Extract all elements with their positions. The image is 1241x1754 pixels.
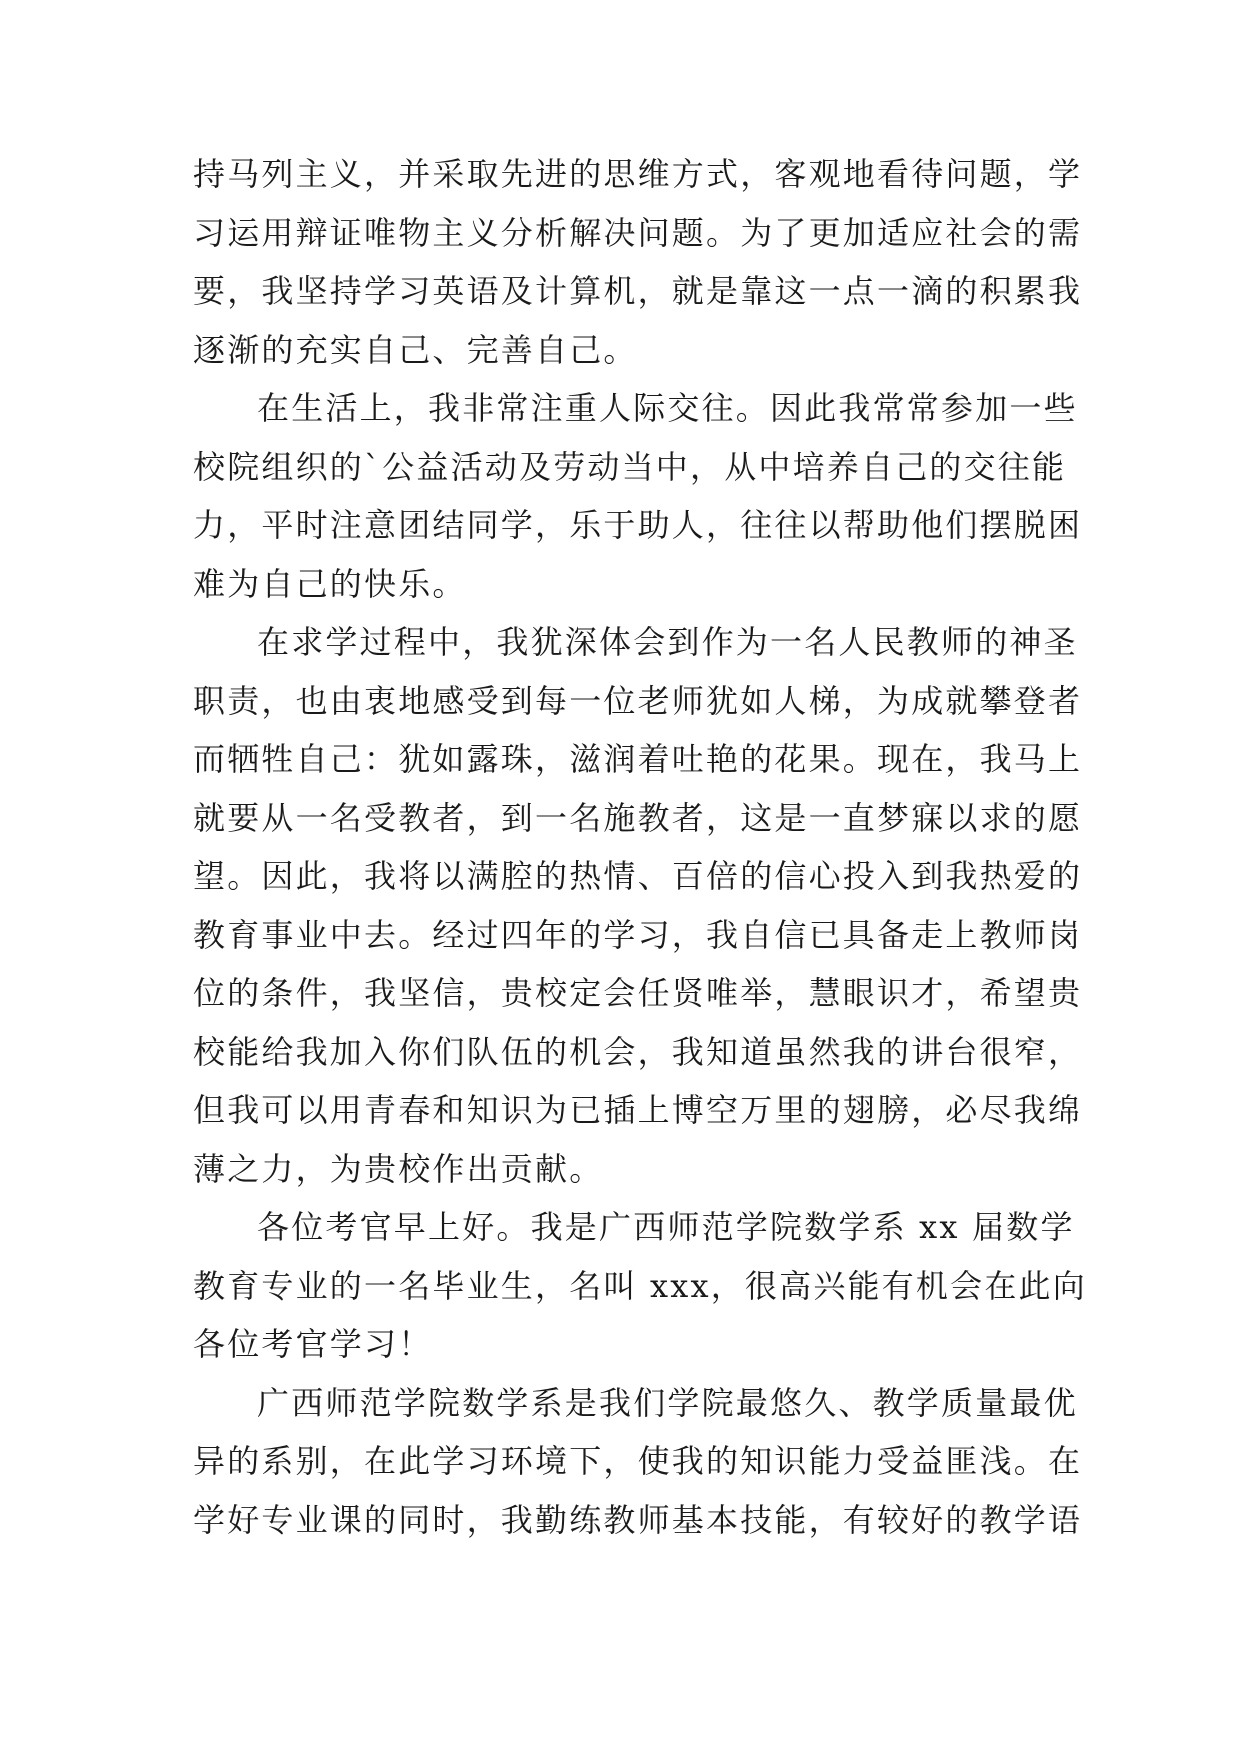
paragraph-line: 校能给我加入你们队伍的机会，我知道虽然我的讲台很窄， [193, 1032, 1083, 1071]
paragraph-line: 教育事业中去。经过四年的学习，我自信已具备走上教师岗 [193, 915, 1083, 954]
paragraph-2 [193, 379, 1083, 613]
paragraph-first-line: 在生活上，我非常注重人际交往。因此我常常参加一些 [257, 389, 1078, 427]
paragraph-line: 异的系别，在此学习环境下，使我的知识能力受益匪浅。在 [193, 1442, 1083, 1480]
paragraph-line: 逐渐的充实自己、完善自己。 [193, 330, 638, 369]
paragraph-line: 就要从一名受教者，到一名施教者，这是一直梦寐以求的愿 [193, 798, 1083, 837]
paragraph-line: 要，我坚持学习英语及计算机，就是靠这一点一滴的积累我 [193, 272, 1083, 310]
paragraph-line: 位的条件，我坚信，贵校定会任贤唯举，慧眼识才，希望贵 [193, 974, 1083, 1012]
paragraph-line: 力，平时注意团结同学，乐于助人，往往以帮助他们摆脱困 [193, 506, 1083, 544]
paragraph-line: 学好专业课的同时，我勤练教师基本技能，有较好的教学语 [193, 1500, 1083, 1539]
paragraph-first-line: 各位考官早上好。我是广西师范学院数学系 xx 届数学 [257, 1208, 1075, 1246]
paragraph-line: 职责，也由衷地感受到每一位老师犹如人梯，为成就攀登者 [193, 681, 1083, 720]
paragraph-line: 望。因此，我将以满腔的热情、百倍的信心投入到我热爱的 [193, 857, 1083, 895]
paragraph-3 [193, 613, 1083, 1198]
paragraph-1 [193, 145, 1083, 379]
paragraph-line: 薄之力，为贵校作出贡献。 [193, 1149, 604, 1188]
paragraph-line: 但我可以用青春和知识为已插上博空万里的翅膀，必尽我绵 [193, 1091, 1083, 1129]
paragraph-line: 难为自己的快乐。 [193, 564, 467, 603]
paragraph-first-line: 广西师范学院数学系是我们学院最悠久、教学质量最优 [257, 1383, 1078, 1422]
paragraph-line: 教育专业的一名毕业生，名叫 xxx，很高兴能有机会在此向 [193, 1266, 1087, 1305]
document-page [193, 145, 1087, 1549]
paragraph-line: 各位考官学习！ [193, 1325, 433, 1363]
paragraph-5 [193, 1374, 1083, 1550]
paragraph-line: 习运用辩证唯物主义分析解决问题。为了更加适应社会的需 [193, 213, 1083, 252]
paragraph-first-line: 在求学过程中，我犹深体会到作为一名人民教师的神圣 [257, 623, 1078, 661]
paragraph-line: 校院组织的`公益活动及劳动当中，从中培养自己的交往能 [193, 447, 1067, 486]
paragraph-4 [193, 1198, 1087, 1374]
paragraph-line: 持马列主义，并采取先进的思维方式，客观地看待问题，学 [193, 155, 1083, 193]
paragraph-line: 而牺牲自己：犹如露珠，滋润着吐艳的花果。现在，我马上 [193, 740, 1083, 778]
